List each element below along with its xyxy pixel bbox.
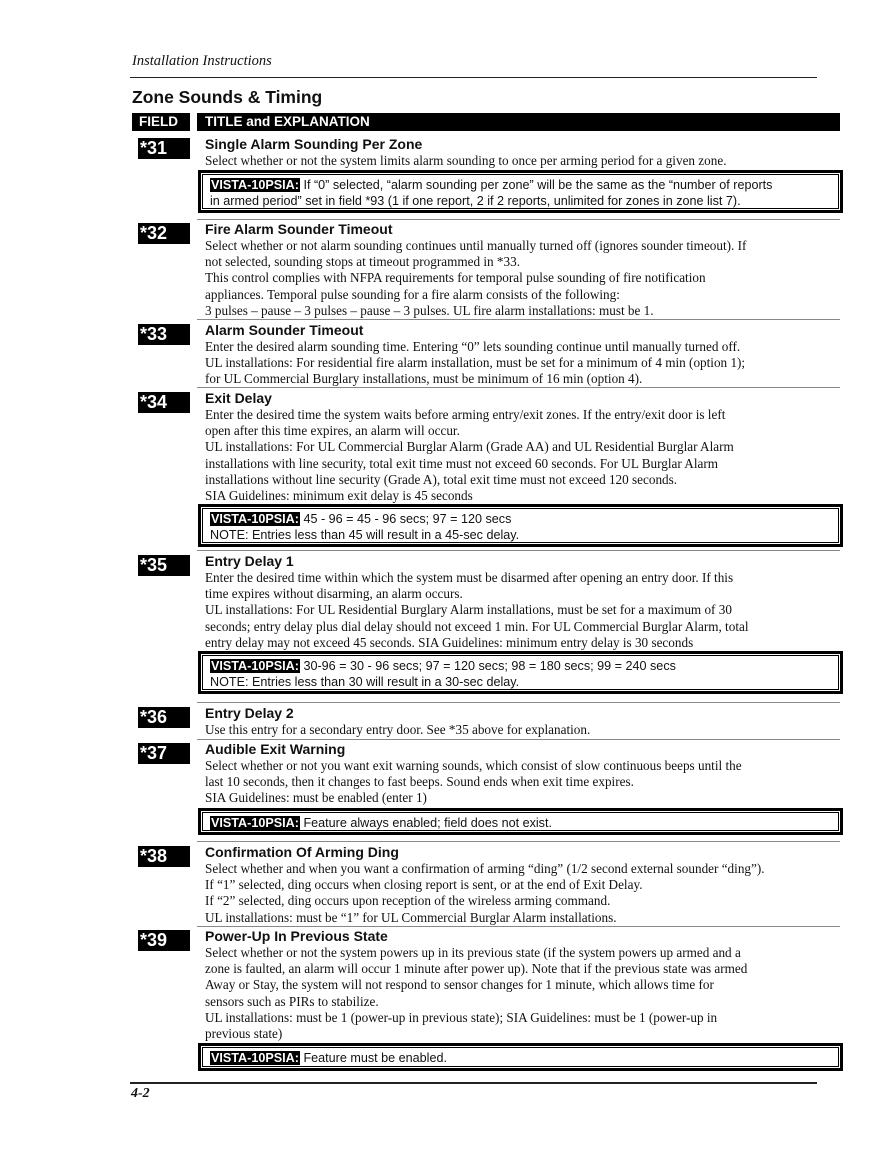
- entry-title: Power-Up In Previous State: [205, 928, 388, 944]
- vista-note-box: [198, 170, 843, 213]
- vista-note-line-1: Feature always enabled; field does not exist.: [299, 816, 552, 830]
- vista-note-label: VISTA-10PSIA:: [211, 816, 299, 830]
- field-entry-39: [132, 928, 840, 1074]
- field-number-badge: *36: [138, 707, 190, 728]
- entry-title: Fire Alarm Sounder Timeout: [205, 221, 393, 237]
- field-number-badge: *38: [138, 846, 190, 867]
- field-number-badge: *37: [138, 743, 190, 764]
- entry-explanation: Enter the desired alarm sounding time. Entering “0” lets sounding continue until manually turned off. UL installations: For residential fire alarm installation, must be set for a minimum of 4 min (option 1); for UL Commercial Burglary installations, must be minimum of 16 min (option 4).: [205, 339, 746, 387]
- vista-note-line-2: NOTE: Entries less than 30 will result in a 30-sec delay.: [210, 675, 520, 689]
- entry-explanation: Select whether or not alarm sounding continues until manually turned off (ignores sounder timeout). If not selected, sounding stops at timeout programmed in *33. This control complies with NFPA requirements for temporal pulse sounding of fire notification appliances. Temporal pulse sounding for a fire alarm consists of the following: 3 pulses – pause – 3 pulses – pause – 3 pulses. UL fire alarm installations: must be 1.: [205, 238, 747, 318]
- entry-divider: [197, 926, 840, 927]
- entry-explanation: Select whether or not the system limits alarm sounding to once per arming period for a given zone.: [205, 153, 727, 168]
- entry-divider: [197, 387, 840, 388]
- vista-note-line-1: Feature must be enabled.: [299, 1051, 447, 1065]
- vista-note-line-1: 30-96 = 30 - 96 secs; 97 = 120 secs; 98 = 180 secs; 99 = 240 secs: [299, 659, 676, 673]
- vista-note-box: [198, 1043, 843, 1071]
- field-entry-37: [132, 741, 840, 839]
- entry-explanation: Select whether or not the system powers up in its previous state (if the system powers up armed and a zone is faulted, an alarm will occur 1 minute after power up). Note that if the previous state was armed Away or Stay, the system will not respond to sensor changes for 1 minute, which allows time for sensors such as PIRs to stabilize. UL installations: must be 1 (power-up in previous state); SIA Guidelines: must be 1 (power-up in previous state): [205, 945, 748, 1042]
- entry-body: [205, 844, 845, 926]
- running-header: Installation Instructions: [132, 53, 272, 69]
- footer-divider: [130, 1082, 817, 1084]
- entry-body: [205, 553, 845, 651]
- field-entry-35: [132, 553, 840, 697]
- entry-body: [205, 322, 845, 388]
- field-number-badge: *32: [138, 223, 190, 244]
- field-entry-38: [132, 844, 840, 926]
- field-entry-36: [132, 705, 840, 739]
- entry-explanation: Select whether or not you want exit warning sounds, which consist of slow continuous beeps until the last 10 seconds, then it changes to fast beeps. Sound ends when exit time expires. SIA Guidelines: must be enabled (enter 1): [205, 758, 742, 806]
- column-header-title: TITLE and EXPLANATION: [197, 113, 840, 131]
- vista-note-line-2: in armed period” set in field *93 (1 if one report, 2 if 2 reports, unlimited for zones in zone list 7).: [210, 194, 741, 208]
- field-number-badge: *34: [138, 392, 190, 413]
- entry-divider: [197, 550, 840, 551]
- entry-title: Audible Exit Warning: [205, 741, 346, 757]
- field-entry-32: [132, 221, 840, 317]
- vista-note-line-1: 45 - 96 = 45 - 96 secs; 97 = 120 secs: [299, 512, 512, 526]
- entry-title: Entry Delay 1: [205, 553, 294, 569]
- entry-explanation: Use this entry for a secondary entry door. See *35 above for explanation.: [205, 722, 591, 737]
- vista-note-label: VISTA-10PSIA:: [211, 178, 299, 192]
- entry-body: [205, 705, 845, 738]
- section-title: Zone Sounds & Timing: [132, 87, 323, 107]
- entry-divider: [197, 841, 840, 842]
- vista-note-box: [198, 808, 843, 835]
- entry-explanation: Select whether and when you want a confirmation of arming “ding” (1/2 second external sounder “ding”). If “1” selected, ding occurs when closing report is sent, or at the end of Exit Delay. If “2” selected, ding occurs upon reception of the wireless arming command. UL installations: must be “1” for UL Commercial Burglar Alarm installations.: [205, 861, 765, 925]
- entry-divider: [197, 702, 840, 703]
- entry-divider: [197, 219, 840, 220]
- entry-title: Alarm Sounder Timeout: [205, 322, 364, 338]
- vista-note-label: VISTA-10PSIA:: [211, 659, 299, 673]
- vista-note-line-2: NOTE: Entries less than 45 will result in a 45-sec delay.: [210, 528, 520, 542]
- vista-note-box: [198, 504, 843, 547]
- entry-title: Single Alarm Sounding Per Zone: [205, 136, 423, 152]
- entry-title: Confirmation Of Arming Ding: [205, 844, 399, 860]
- vista-note-label: VISTA-10PSIA:: [211, 1051, 299, 1065]
- entry-explanation: Enter the desired time the system waits before arming entry/exit zones. If the entry/exit door is left open after this time expires, an alarm will occur. UL installations: For UL Commercial Burglar Alarm (Grade AA) and UL Residential Burglar Alarm installations with line security, total exit time must not exceed 60 seconds. For UL Burglar Alarm installations without line security (Grade A), total exit time must not exceed 120 seconds. SIA Guidelines: minimum exit delay is 45 seconds: [205, 407, 734, 504]
- entry-body: [205, 741, 845, 807]
- vista-note-box: [198, 651, 843, 694]
- entry-divider: [197, 319, 840, 320]
- entry-body: [205, 390, 845, 504]
- column-header-field: FIELD: [132, 113, 190, 131]
- field-number-badge: *33: [138, 324, 190, 345]
- field-number-badge: *39: [138, 930, 190, 951]
- entry-body: [205, 221, 845, 319]
- vista-note-line-1: If “0” selected, “alarm sounding per zone” will be the same as the “number of reports: [299, 178, 773, 192]
- field-number-badge: *31: [138, 138, 190, 159]
- header-divider: [130, 77, 817, 78]
- page-number: 4-2: [131, 1086, 150, 1101]
- field-number-badge: *35: [138, 555, 190, 576]
- entry-body: [205, 928, 845, 1042]
- entry-explanation: Enter the desired time within which the system must be disarmed after opening an entry door. If this time expires without disarming, an alarm occurs. UL installations: For UL Residential Burglary Alarm installations, must be set for a maximum of 30 seconds; entry delay plus dial delay should not exceed 1 min. For UL Commercial Burglar Alarm, total entry delay may not exceed 45 seconds. SIA Guidelines: minimum entry delay is 30 seconds: [205, 570, 749, 650]
- entry-divider: [197, 739, 840, 740]
- field-entry-33: [132, 322, 840, 386]
- entry-title: Entry Delay 2: [205, 705, 294, 721]
- vista-note-label: VISTA-10PSIA:: [211, 512, 299, 526]
- field-entry-31: [132, 136, 840, 216]
- entry-body: [205, 136, 845, 169]
- field-entry-34: [132, 390, 840, 548]
- entry-title: Exit Delay: [205, 390, 272, 406]
